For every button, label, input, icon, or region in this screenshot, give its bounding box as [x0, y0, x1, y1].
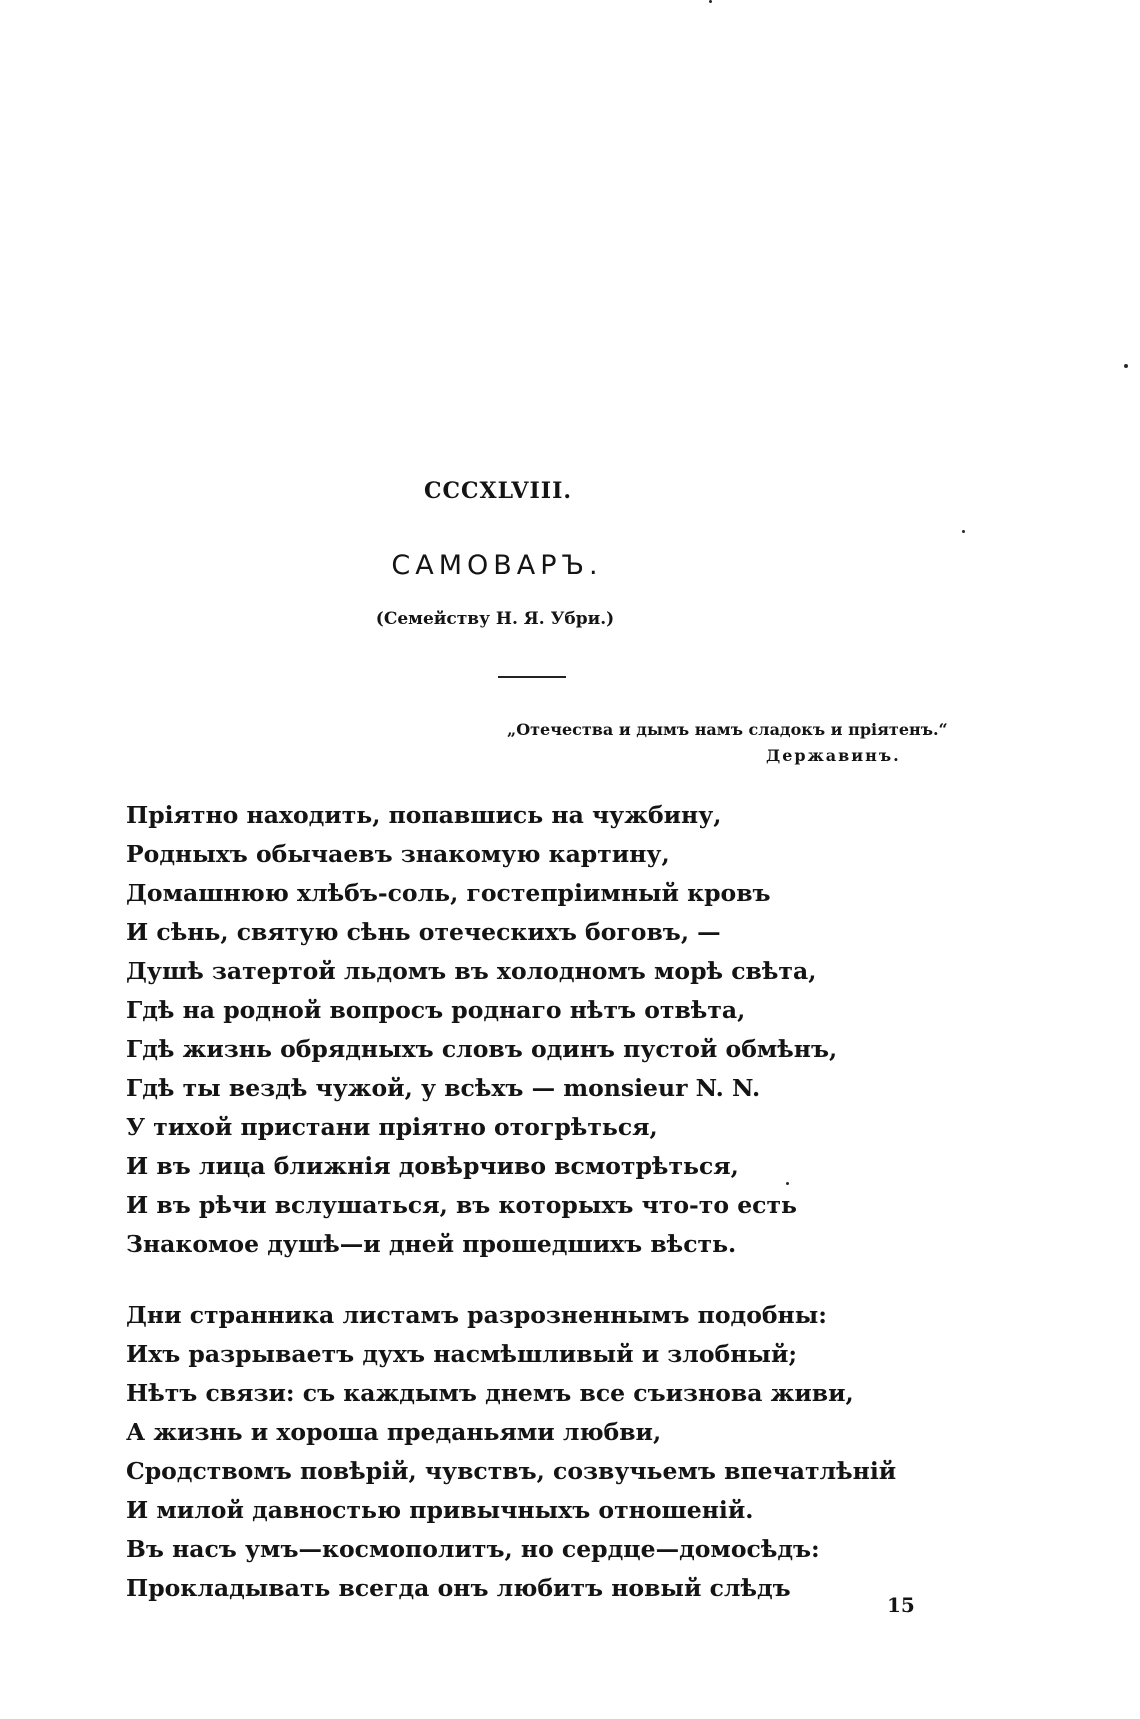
- verse-line: Гдѣ ты вездѣ чужой, у всѣхъ — monsieur N. N.: [126, 1074, 761, 1102]
- verse-line: Гдѣ на родной вопросъ роднаго нѣтъ отвѣта,: [126, 996, 746, 1024]
- poem-number: CCCXLVIII.: [423, 478, 573, 504]
- epigraph-author: Державинъ.: [766, 746, 901, 765]
- stanza-2: [126, 1296, 896, 1608]
- epigraph-text: „Отечества и дымъ намъ сладокъ и пріятенъ.“: [507, 720, 948, 739]
- verse-line: Сродствомъ повѣрій, чувствъ, созвучьемъ впечатлѣній: [126, 1457, 897, 1485]
- verse-line: Ихъ разрываетъ духъ насмѣшливый и злобный;: [126, 1340, 798, 1368]
- verse-line: А жизнь и хороша преданьями любви,: [126, 1418, 662, 1446]
- verse-line: Въ насъ умъ—космополитъ, но сердце—домосѣдъ:: [126, 1535, 820, 1563]
- stanza-1: [126, 796, 837, 1264]
- verse-line: Знакомое душѣ—и дней прошедшихъ вѣсть.: [126, 1230, 737, 1258]
- title-rule: [498, 676, 566, 678]
- page-number: 15: [887, 1593, 915, 1617]
- scan-speck: [709, 0, 712, 3]
- scan-speck: [962, 530, 965, 533]
- verse-line: И въ рѣчи вслушаться, въ которыхъ что-то есть: [126, 1191, 797, 1219]
- verse-line: Прокладывать всегда онъ любитъ новый слѣдъ: [126, 1574, 791, 1602]
- dedication: (Семейству Н. Я. Убри.): [375, 609, 615, 629]
- scan-speck: [1124, 364, 1128, 368]
- verse-line: И милой давностью привычныхъ отношеній.: [126, 1496, 754, 1524]
- verse-line: Пріятно находить, попавшись на чужбину,: [126, 801, 722, 829]
- verse-line: Нѣтъ связи: съ каждымъ днемъ все съизнова живи,: [126, 1379, 854, 1407]
- verse-line: Гдѣ жизнь обрядныхъ словъ одинъ пустой обмѣнъ,: [126, 1035, 838, 1063]
- verse-line: У тихой пристани пріятно отогрѣться,: [126, 1113, 658, 1141]
- verse-line: Домашнюю хлѣбъ-соль, гостепріимный кровъ: [126, 879, 771, 907]
- verse-line: Родныхъ обычаевъ знакомую картину,: [126, 840, 670, 868]
- verse-line: И сѣнь, святую сѣнь отеческихъ боговъ, —: [126, 918, 721, 946]
- verse-line: И въ лица ближнія довѣрчиво всмотрѣться,: [126, 1152, 739, 1180]
- poem-title: САМОВАРЪ.: [391, 550, 603, 581]
- verse-line: Душѣ затертой льдомъ въ холодномъ морѣ свѣта,: [126, 957, 817, 985]
- verse-line: Дни странника листамъ разрозненнымъ подобны:: [126, 1301, 827, 1329]
